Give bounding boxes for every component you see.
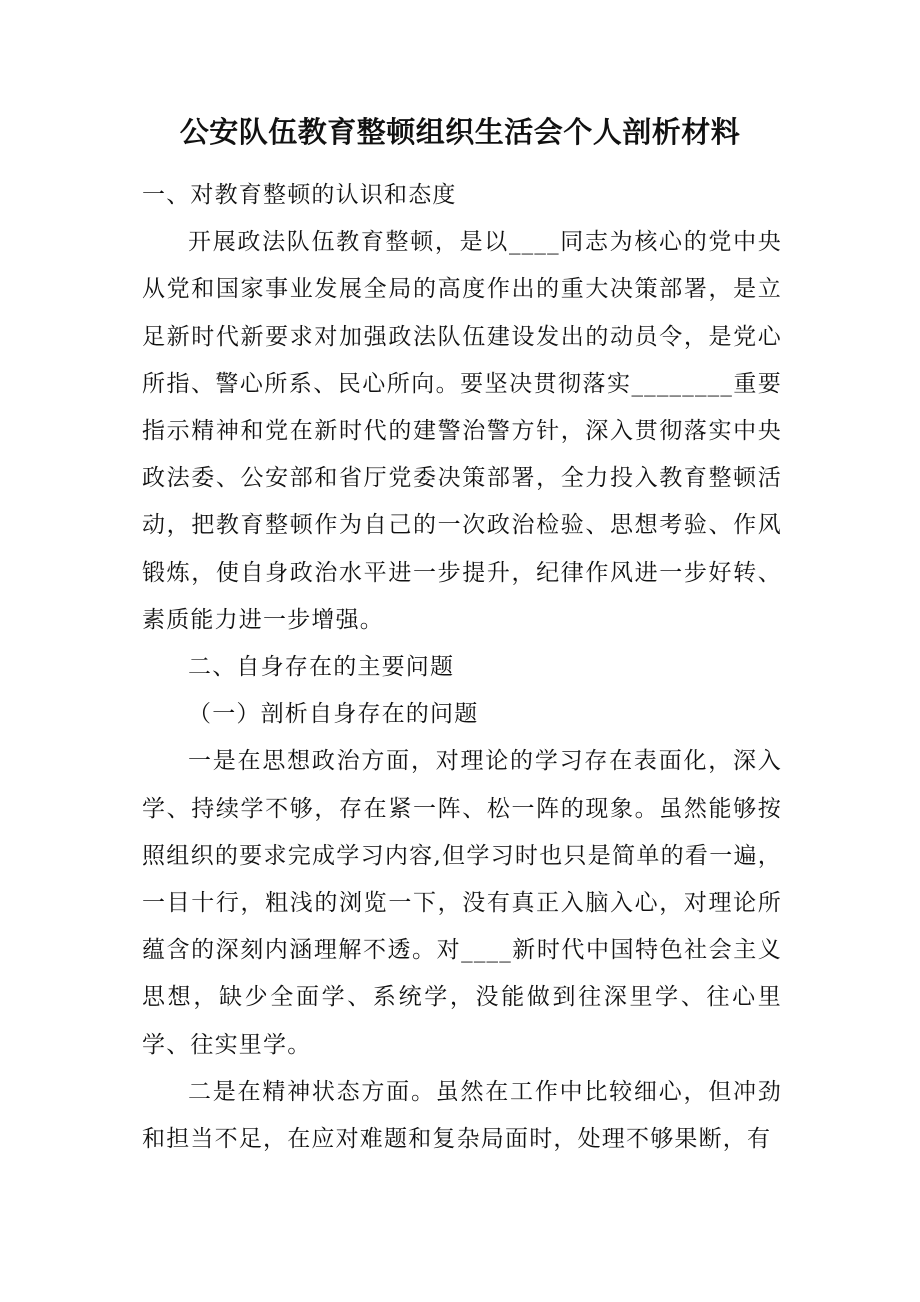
paragraph-2: 一是在思想政治方面，对理论的学习存在表面化，深入学、持续学不够，存在紧一阵、松一阵的现象。虽然能够按照组织的要求完成学习内容,但学习时也只是简单的看一遍，一目十行，粗浅的浏览一下，没有真正入脑入心，对理论所蕴含的深刻内涵理解不透。对____新时代中国特色社会主义思想，缺少全面学、系统学，没能做到往深里学、往心里学、往实里学。 [142, 748, 782, 1058]
document-title: 公安队伍教育整顿组织生活会个人剖析材料 [179, 115, 741, 149]
section-heading-2: 二、自身存在的主要问题 [188, 654, 455, 681]
document-body [142, 172, 782, 1163]
paragraph-1: 开展政法队伍教育整顿，是以____同志为核心的党中央从党和国家事业发展全局的高度作出的重大决策部署，是立足新时代新要求对加强政法队伍建设发出的动员令，是党心所指、警心所系、民心所向。要坚决贯彻落实________重要指示精神和党在新时代的建警治警方针，深入贯彻落实中央政法委、公安部和省厅党委决策部署，全力投入教育整顿活动，把教育整顿作为自己的一次政治检验、思想考验、作风锻炼，使自身政治水平进一步提升，纪律作风进一步好转、素质能力进一步增强。 [142, 229, 782, 633]
paragraph-3: 二是在精神状态方面。虽然在工作中比较细心，但冲劲和担当不足，在应对难题和复杂局面时，处理不够果断，有 [142, 1078, 782, 1153]
section-heading-1: 一、对教育整顿的认识和态度 [142, 182, 457, 208]
subsection-heading-1: （一）剖析自身存在的问题 [188, 701, 479, 728]
